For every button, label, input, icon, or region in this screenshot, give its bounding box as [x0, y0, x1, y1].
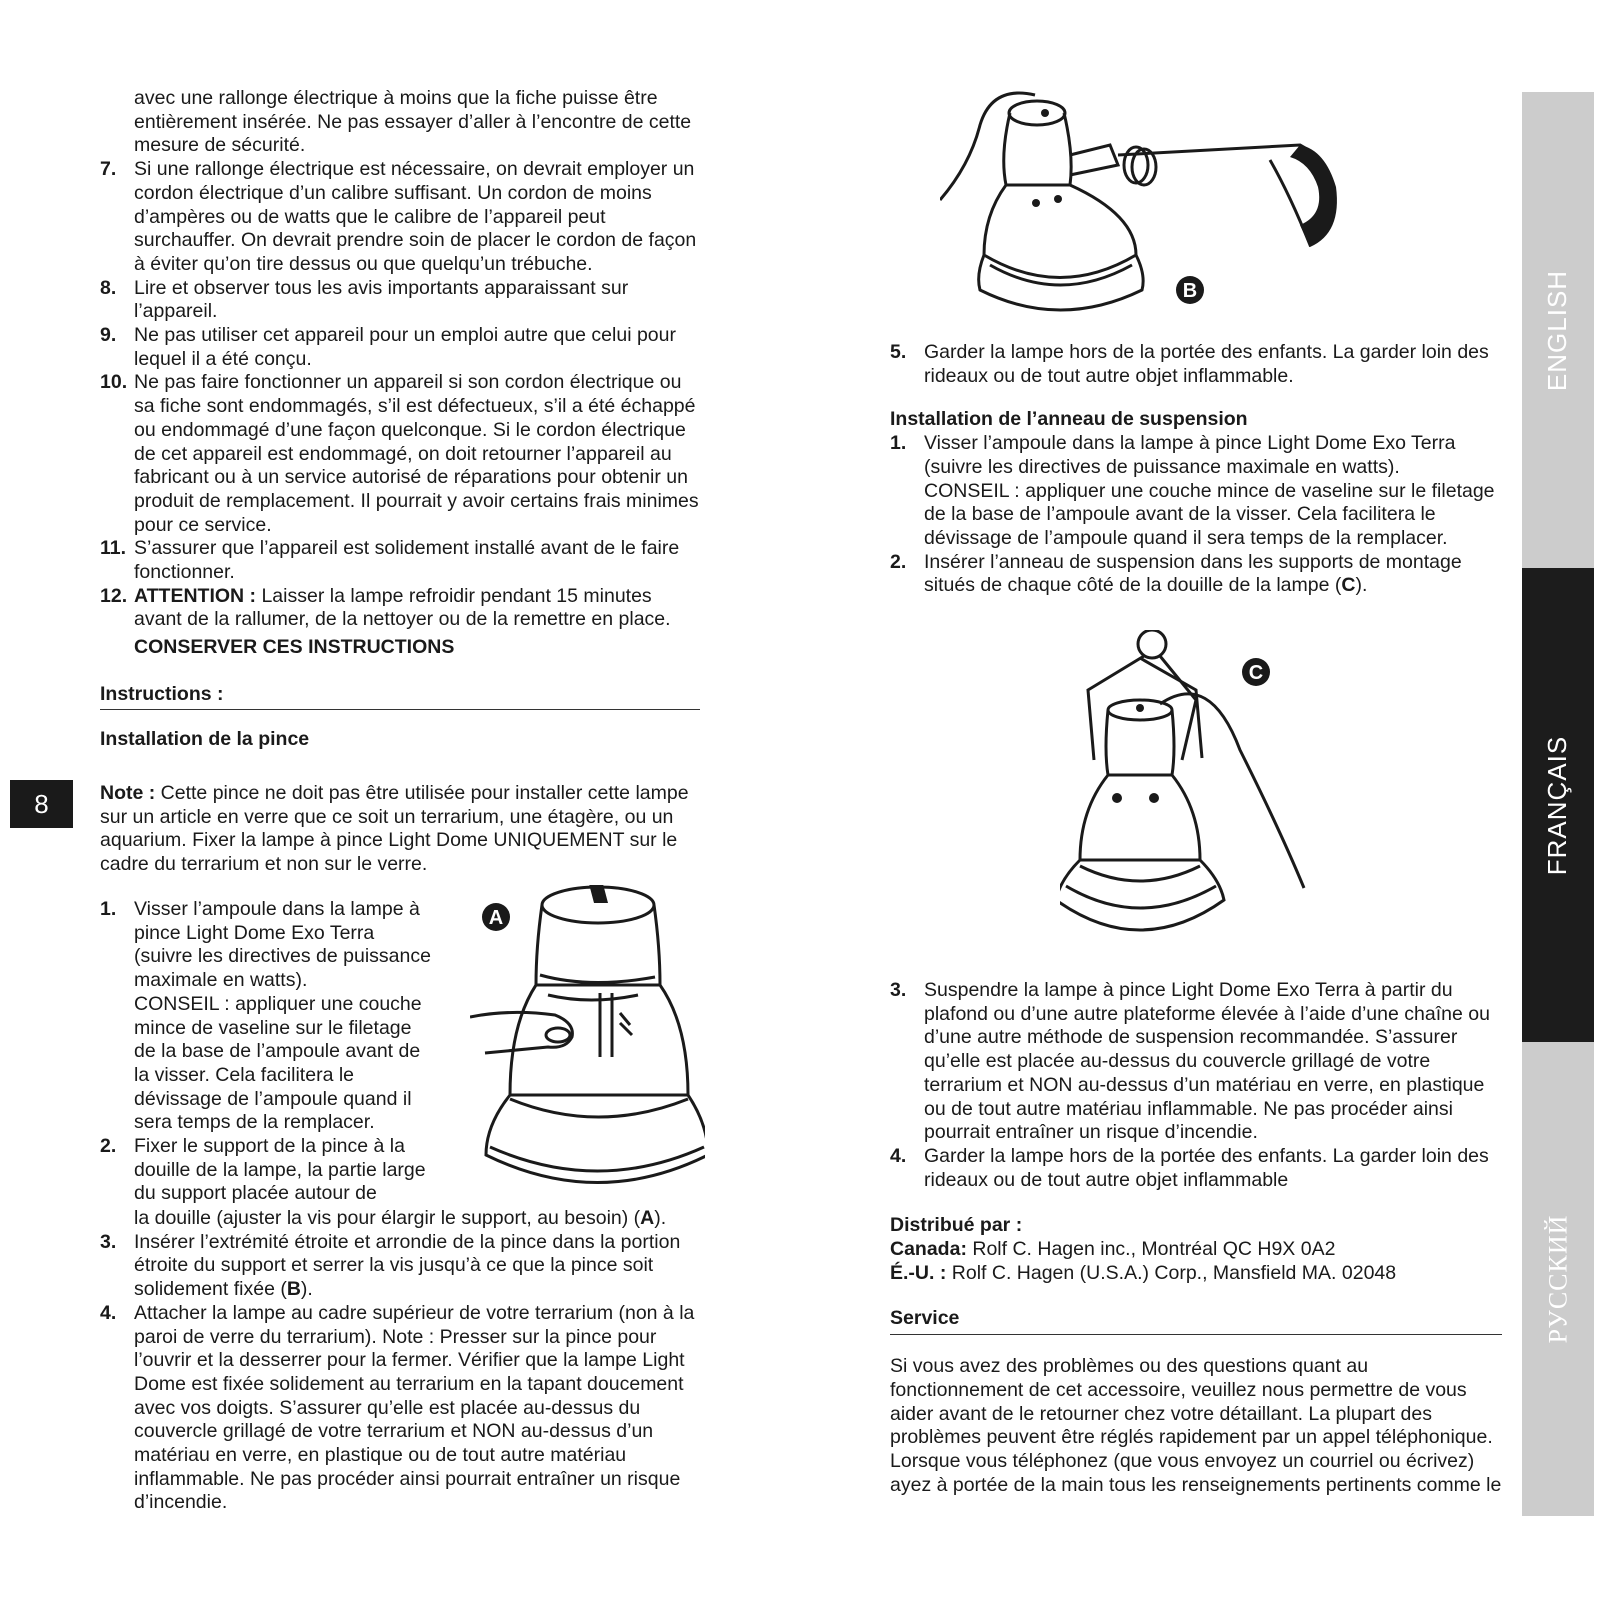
figure-c-label: C — [1248, 662, 1264, 684]
safety-item-12 — [100, 585, 700, 632]
item-text: Lire et observer tous les avis importants apparaissant sur l’appareil. — [134, 276, 629, 323]
figure-b-illustration — [940, 85, 1360, 315]
steps-wide — [100, 1207, 700, 1515]
figure-ref-b: B — [286, 1278, 301, 1301]
step-text: Insérer l’extrémité étroite et arrondie de la pince dans la portion étroite du support et serrer la vis jusqu’à ce que la pince soit solidement fixée ( — [134, 1230, 681, 1301]
canada-address: Rolf C. Hagen inc., Montréal QC H9X 0A2 — [966, 1238, 1336, 1261]
right-column-top — [890, 341, 1502, 598]
step-number: 2. — [100, 1135, 117, 1158]
item-text: Ne pas faire fonctionner un appareil si son cordon électrique ou sa fiche sont endommagés, s’il est défectueux, s’il a été échappé ou endommagé d’une façon quelconque. Si le cordon électrique de cet appareil est endommagé, on doit retourner l’appareil au fabricant ou à un service autorisé de réparations pour obtenir un produit de remplacement. Il pourrait y avoir certains frais minimes pour ce service. — [134, 371, 699, 536]
ring-step-4 — [890, 1145, 1502, 1192]
usa-label: É.-U. : — [890, 1261, 947, 1284]
step-3 — [100, 1231, 700, 1302]
attention-label: ATTENTION : — [134, 584, 257, 607]
figure-ref-c: C — [1341, 574, 1356, 597]
step-number: 5. — [890, 341, 907, 363]
usa-address: Rolf C. Hagen (U.S.A.) Corp., Mansfield MA. 02048 — [946, 1261, 1397, 1284]
item-text: Laisser la lampe refroidir pendant 15 minutes avant de la rallumer, de la nettoyer ou de la remettre en place. — [134, 584, 671, 631]
item-text: Si une rallonge électrique est nécessaire, on devrait employer un cordon électrique d’un calibre suffisant. Un cordon de moins d’ampères ou de watts que le calibre de l’appareil peut surchauffer. On devrait prendre soin de placer le cordon de façon à éviter qu’on tire dessus ou que quelqu’un trébuche. — [134, 158, 697, 275]
step-4 — [100, 1302, 700, 1515]
right-column-bottom — [890, 979, 1502, 1497]
steps-narrow — [100, 898, 436, 1206]
clamp-lamp-figure-a — [470, 885, 705, 1210]
pince-heading: Installation de la pince — [100, 728, 310, 751]
note-text: Cette pince ne doit pas être utilisée pour installer cette lampe sur un article en verre que ce soit un terrarium, une étagère, ou un aquarium. Fixer la lampe à pince Light Dome UNIQUEMENT sur le cadre du terrarium et non sur le verre. — [100, 782, 689, 876]
figure-a-label: A — [488, 907, 504, 929]
item-number: 9. — [100, 324, 117, 347]
step-2-continued: la douille (ajuster la vis pour élargir le support, au besoin) ( — [134, 1207, 641, 1229]
safety-item-11 — [100, 537, 700, 584]
item-number: 12. — [100, 584, 128, 607]
ring-step-2 — [890, 551, 1502, 598]
step-number: 3. — [100, 1230, 117, 1253]
ring-heading: Installation de l’anneau de suspension — [890, 408, 1248, 431]
distributor-heading: Distribué par : — [890, 1214, 1023, 1237]
step-5 — [890, 341, 1502, 388]
figure-b-label: B — [1182, 280, 1198, 302]
step-text: Visser l’ampoule dans la lampe à pince Light Dome Exo Terra (suivre les directives de puissance maximale en watts). — [134, 898, 431, 992]
step-text: Garder la lampe hors de la portée des enfants. La garder loin des rideaux ou de tout autre objet inflammable — [924, 1144, 1489, 1191]
page-number: 8 — [10, 780, 73, 828]
step-2 — [100, 1135, 436, 1206]
step-number: 1. — [890, 432, 907, 455]
tab-russian-label: РУССКИЙ — [1543, 1214, 1572, 1344]
service-text: Si vous avez des problèmes ou des questions quant au fonctionnement de cet accessoire, veuillez nous permettre de vous aider avant de le retourner chez votre détaillant. La plupart des problèmes peuvent être réglés rapidement par un appel téléphonique. Lorsque vous téléphonez (que vous envoyez un courriel ou écrivez) ayez à portée de la main tous les renseignements pertinents comme le — [890, 1355, 1502, 1496]
ring-step-1 — [890, 432, 1502, 551]
item-text: S’assurer que l’appareil est solidement installé avant de le faire fonctionner. — [134, 537, 680, 584]
step-text: Insérer l’anneau de suspension dans les supports de montage situés de chaque côté de la douille de la lampe ( — [924, 550, 1462, 597]
tab-english[interactable] — [1522, 92, 1594, 568]
safety-item-8 — [100, 277, 700, 324]
step-1 — [100, 898, 436, 1135]
canada-label: Canada: — [890, 1238, 967, 1261]
step-tip: CONSEIL : appliquer une couche mince de vaseline sur le filetage de la base de l’ampoule avant de la visser. Cela facilitera le dévissage de l’ampoule quand il sera temps de la remplacer. — [924, 479, 1495, 549]
item-number: 10. — [100, 371, 128, 394]
tab-francais-label: FRANÇAIS — [1542, 735, 1573, 875]
ring-step-3 — [890, 979, 1502, 1145]
step-number: 4. — [890, 1144, 907, 1167]
intro-continuation: avec une rallonge électrique à moins que la fiche puisse être entièrement insérée. Ne pas essayer d’aller à l’encontre de cette mesure de sécurité. — [134, 87, 692, 157]
tab-english-label: ENGLISH — [1542, 269, 1573, 391]
step-text: Suspendre la lampe à pince Light Dome Exo Terra à partir du plafond ou d’une autre plateforme élevée à l’aide d’une chaîne ou d’une autre méthode de suspension recommandée. S’assurer qu’elle est placée au-dessus du couvercle grillagé de votre terrarium et NON au-dessus d’un matériau en verre, en plastique ou de tout autre matériau inflammable. Ne pas procéder ainsi pourrait entraîner un risque d’incendie. — [924, 979, 1490, 1144]
instructions-heading: Instructions : — [100, 683, 700, 711]
step-text: Garder la lampe hors de la portée des enfants. La garder loin des rideaux ou de tout autre objet inflammable. — [924, 341, 1489, 387]
item-number: 11. — [100, 537, 127, 560]
left-column-top — [100, 87, 700, 632]
item-number: 8. — [100, 276, 117, 299]
note-block — [100, 782, 700, 877]
safety-item-7 — [100, 158, 700, 277]
safety-item-10 — [100, 371, 700, 537]
tab-russian[interactable] — [1522, 1042, 1594, 1516]
note-label: Note : — [100, 782, 156, 804]
step-text: Visser l’ampoule dans la lampe à pince Light Dome Exo Terra (suivre les directives de puissance maximale en watts). — [924, 432, 1456, 478]
ring-step-2-end: ). — [1355, 574, 1368, 597]
clamp-lamp-figure-b — [940, 85, 1360, 315]
figure-ref-a: A — [640, 1207, 655, 1229]
item-number: 7. — [100, 158, 117, 181]
figure-a-illustration — [470, 885, 705, 1210]
tab-francais[interactable] — [1522, 568, 1594, 1042]
step-number: 2. — [890, 550, 907, 573]
step-text: Fixer le support de la pince à la douille de la lampe, la partie large du support placée autour de — [134, 1135, 426, 1205]
step-number: 4. — [100, 1301, 117, 1324]
service-heading: Service — [890, 1307, 1502, 1335]
item-text: Ne pas utiliser cet appareil pour un emploi autre que celui pour lequel il a été conçu. — [134, 324, 676, 370]
conserve-heading: CONSERVER CES INSTRUCTIONS — [134, 636, 455, 658]
left-column-headings — [100, 636, 700, 752]
step-number: 1. — [100, 898, 117, 920]
step-number: 3. — [890, 979, 907, 1001]
hanging-lamp-figure-c — [1060, 630, 1350, 940]
step-text: Attacher la lampe au cadre supérieur de votre terrarium (non à la paroi de verre du terrarium). Note : Presser sur la pince pour l’ouvrir et la desserrer pour la fermer. Vérifier que la lampe Light Dome est fixée solidement au terrarium en la tapant doucement avec vos doigts. S’assurer qu’elle est placée au-dessus du couvercle grillagé de votre terrarium et NON au-dessus d’un matériau en verre, en plastique ou de tout autre matériau inflammable. Ne pas procéder ainsi pourrait entraîner un risque d’incendie. — [134, 1301, 695, 1514]
figure-c-illustration — [1060, 630, 1350, 940]
step-3-end: ). — [300, 1278, 313, 1301]
step-tip: CONSEIL : appliquer une couche mince de vaseline sur le filetage de la base de l’ampoule avant de la visser. Cela facilitera le dévissage de l’ampoule quand il sera temps de la remplacer. — [134, 992, 422, 1134]
step-2-end: ). — [654, 1207, 667, 1229]
safety-item-9 — [100, 324, 700, 371]
